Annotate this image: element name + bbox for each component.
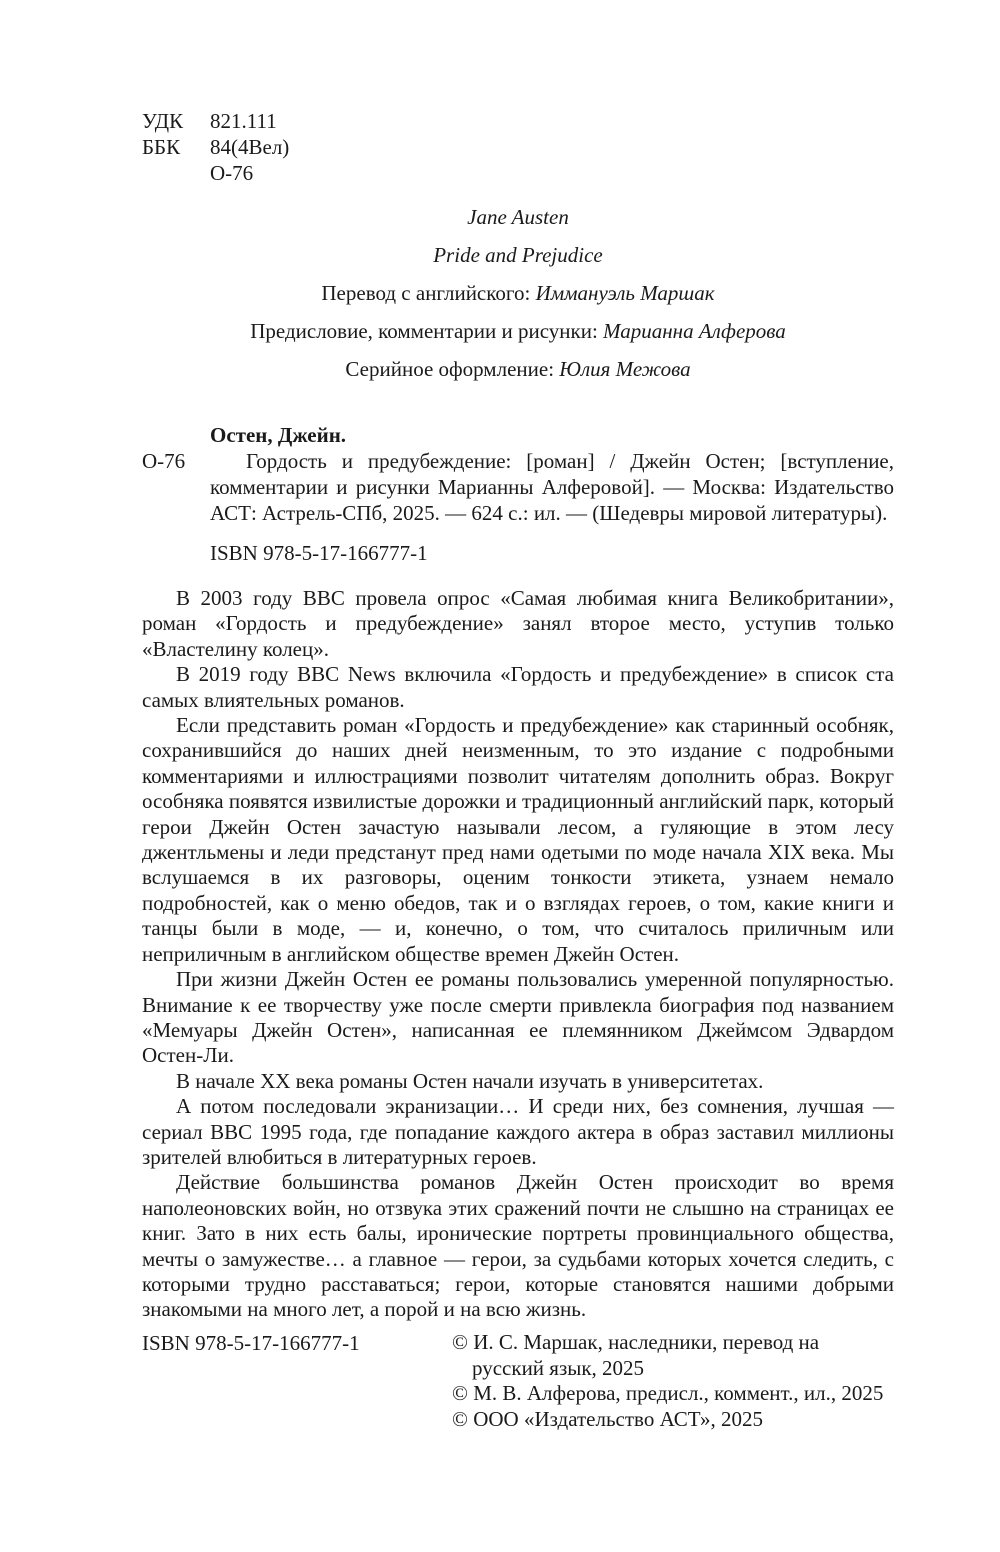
bbk-value: 84(4Вел) — [210, 135, 290, 159]
preface-author-name: Марианна Алферова — [603, 319, 786, 343]
udk-value: 821.111 — [210, 109, 277, 133]
title-original: Pride and Prejudice — [433, 243, 603, 267]
bibliographic-code: О-76 — [142, 449, 186, 473]
translator-name: Иммануэль Маршак — [535, 281, 715, 305]
author-mark: О-76 — [210, 161, 254, 185]
annotation-paragraph: В начале XX века романы Остен начали изучать в университетах. — [176, 1068, 764, 1093]
annotation-paragraph: В 2019 году BBC News включила «Гордость и предубеждение» в список ста самых влиятельных романов. — [142, 662, 894, 712]
author-original: Jane Austen — [467, 205, 569, 229]
annotation-paragraph: В 2003 году BBC провела опрос «Самая любимая книга Великобритании», роман «Гордость и предубеждение» занял второе место, уступив только «Властелину колец». — [142, 586, 894, 661]
bibliographic-description: Гордость и предубеждение: [роман] / Джейн Остен; [вступление, комментарии и рисунки Марианны Алферовой]. — Москва: Издательство АСТ: Астрель-СПб, 2025. — 624 с.: ил. — (Шедевры мировой литературы). — [210, 449, 894, 525]
bbk-label: ББК — [142, 135, 181, 159]
footer-isbn: ISBN 978-5-17-166777-1 — [142, 1331, 360, 1355]
series-design-label: Серийное оформление: — [345, 357, 555, 381]
preface-label: Предисловие, комментарии и рисунки: — [250, 319, 598, 343]
series-design-credit — [142, 356, 894, 382]
preface-credit — [142, 318, 894, 344]
annotation-paragraph: А потом последовали экранизации… И среди них, без сомнения, лучшая — сериал BBC 1995 года, где попадание каждого актера в образ заставил миллионы зрителей влюбиться в литературных героев. — [142, 1094, 894, 1169]
series-designer-name: Юлия Межова — [559, 357, 691, 381]
annotation-paragraph: При жизни Джейн Остен ее романы пользовались умеренной популярностью. Внимание к ее творчеству уже после смерти привлекла биография под названием «Мемуары Джейн Остен», написанная ее племянником Джеймсом Эдвардом Остен-Ли. — [142, 967, 894, 1068]
bibliographic-isbn: ISBN 978-5-17-166777-1 — [210, 541, 428, 565]
udk-label: УДК — [142, 109, 184, 133]
annotation-paragraph: Если представить роман «Гордость и предубеждение» как старинный особняк, сохранившийся до наших дней неизменным, то это издание с подробными комментариями и иллюстрациями позволит читателям дополнить образ. Вокруг особняка появятся извилистые дорожки и традиционный английский парк, который герои Джейн Остен зачастую называли лесом, а гуляющие в этом лесу джентльмены и леди предстанут пред нами одетыми по моде начала XIX века. Мы вслушаемся в их разговоры, оценим тонкости этикета, узнаем немало подробностей, как о меню обедов, так и о взглядах героев, о том, какие книги и танцы были в моде, — и, конечно, о том, что считалось приличным или неприличным в английском обществе времен Джейн Остен. — [142, 713, 894, 966]
copyright-line: © М. В. Алферова, предисл., коммент., ил., 2025 — [452, 1381, 884, 1405]
annotation-paragraph: Действие большинства романов Джейн Остен происходит во время наполеоновских войн, но отзвука этих сражений почти не слышно на страницах ее книг. Зато в них есть балы, иронические портреты провинциального общества, мечты о замужестве… а главное — герои, за судьбами которых хочется следить, с которыми трудно расставаться; герои, которые становятся нашими добрыми знакомыми на много лет, а порой и на всю жизнь. — [142, 1170, 894, 1322]
copyright-block — [452, 1330, 894, 1432]
copyright-line: © И. С. Маршак, наследники, перевод на русский язык, 2025 — [452, 1330, 820, 1380]
translation-label: Перевод с английского: — [321, 281, 531, 305]
bibliographic-author: Остен, Джейн. — [210, 423, 347, 447]
copyright-line: © ООО «Издательство АСТ», 2025 — [452, 1406, 763, 1431]
annotation — [142, 586, 894, 1323]
translation-credit — [142, 280, 894, 306]
